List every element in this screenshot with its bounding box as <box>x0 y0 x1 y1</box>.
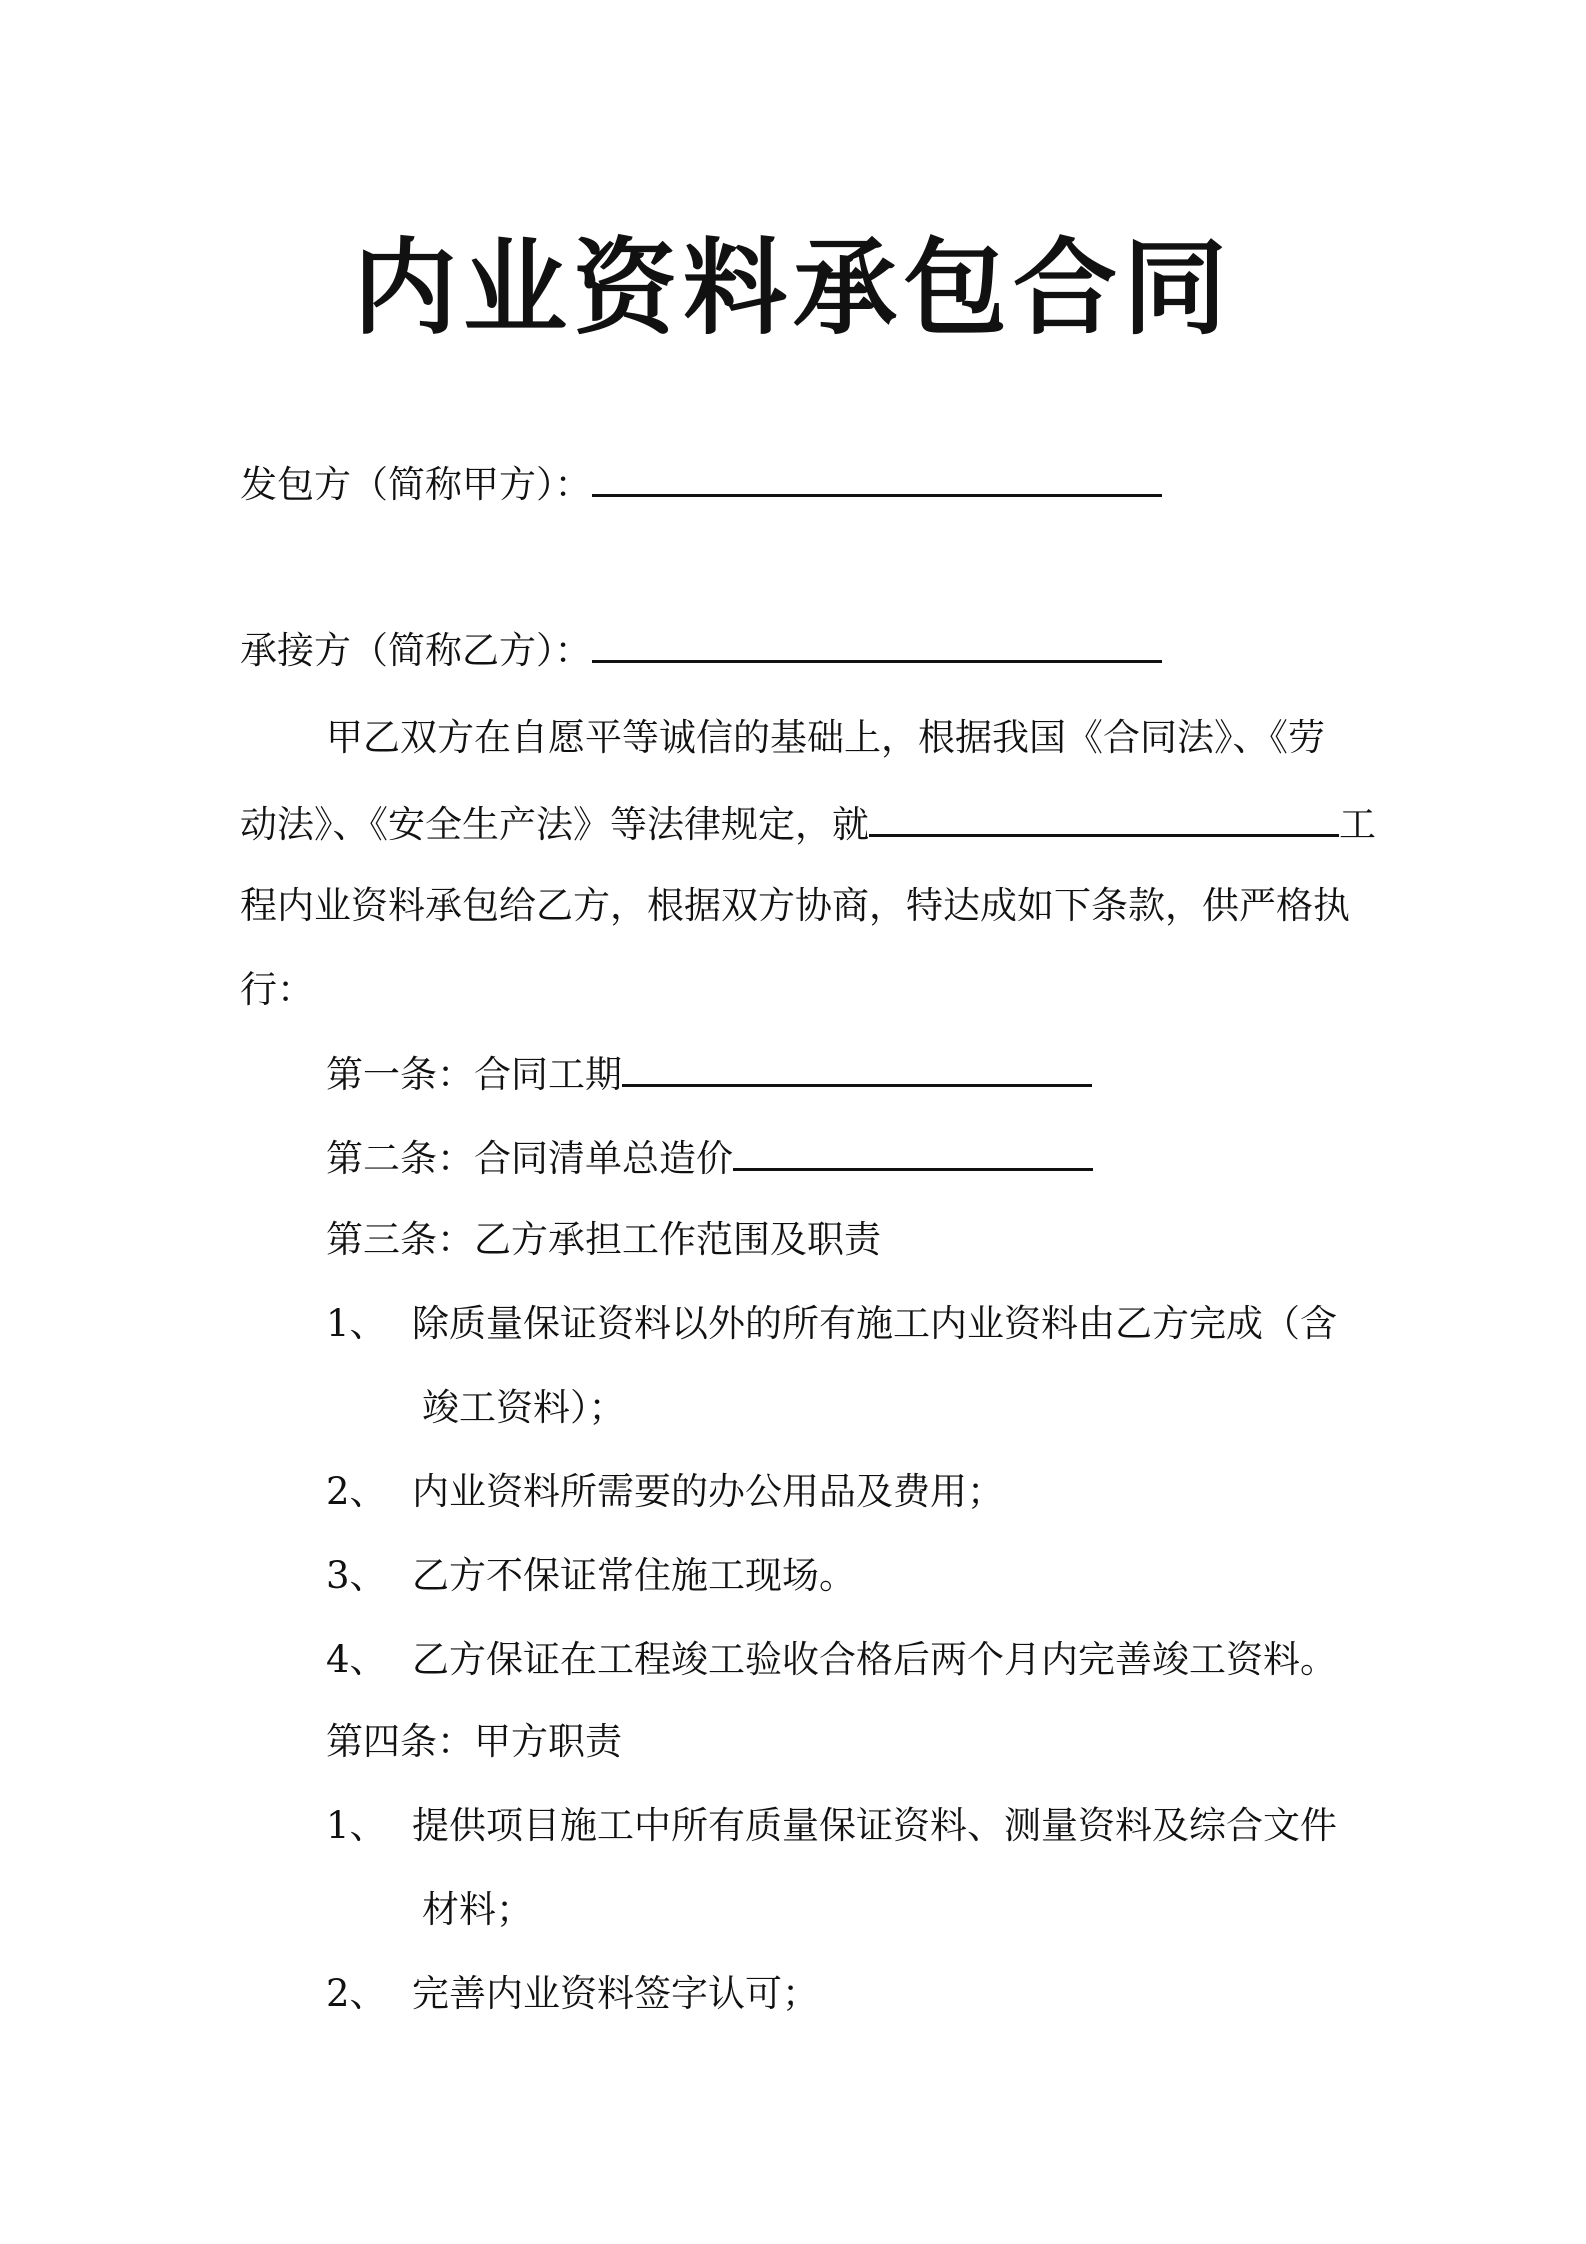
item-number: 1、 <box>326 1302 387 1345</box>
item-number: 3、 <box>326 1554 387 1597</box>
item-text: 乙方不保证常住施工现场。 <box>412 1554 856 1597</box>
item-number: 2、 <box>326 1470 387 1513</box>
preamble-line-1: 甲乙双方在自愿平等诚信的基础上，根据我国《合同法》、《劳 <box>326 716 1325 759</box>
party-a-line <box>240 456 1162 511</box>
article-1 <box>326 1046 1092 1101</box>
party-a-label: 发包方（简称甲方）： <box>240 463 592 506</box>
article-4-item-1 <box>326 1800 1337 1852</box>
article-1-label: 第一条：合同工期 <box>326 1053 622 1096</box>
project-name-blank[interactable] <box>869 796 1339 837</box>
item-text: 内业资料所需要的办公用品及费用； <box>412 1470 1004 1513</box>
article-3-heading: 第三条：乙方承担工作范围及职责 <box>326 1218 881 1261</box>
preamble-line-2 <box>240 796 1376 851</box>
item-number: 4、 <box>326 1638 387 1681</box>
article-4-item-2 <box>326 1968 819 2020</box>
article-3-item-4 <box>326 1634 1337 1686</box>
item-text: 提供项目施工中所有质量保证资料、测量资料及综合文件 <box>412 1804 1337 1847</box>
contract-period-blank[interactable] <box>622 1046 1092 1087</box>
preamble-line-4: 行： <box>240 968 314 1011</box>
party-b-line <box>240 622 1162 677</box>
item-number: 2、 <box>326 1972 387 2015</box>
article-3-item-3 <box>326 1550 856 1602</box>
article-2 <box>326 1130 1093 1185</box>
article-3-item-1-cont: 竣工资料）； <box>422 1386 626 1429</box>
total-price-blank[interactable] <box>733 1130 1093 1171</box>
party-b-label: 承接方（简称乙方）： <box>240 629 592 672</box>
article-2-label: 第二条：合同清单总造价 <box>326 1137 733 1180</box>
item-text: 乙方保证在工程竣工验收合格后两个月内完善竣工资料。 <box>412 1638 1337 1681</box>
preamble-line-2-end: 工 <box>1339 803 1376 846</box>
article-4-item-1-cont: 材料； <box>422 1888 533 1931</box>
preamble-line-2-text: 动法》、《安全生产法》等法律规定，就 <box>240 803 869 846</box>
article-3-item-1 <box>326 1298 1337 1350</box>
item-text: 除质量保证资料以外的所有施工内业资料由乙方完成（含 <box>412 1302 1337 1345</box>
item-text: 完善内业资料签字认可； <box>412 1972 819 2015</box>
party-a-blank[interactable] <box>592 456 1162 497</box>
preamble-line-3: 程内业资料承包给乙方，根据双方协商，特达成如下条款，供严格执 <box>240 884 1350 927</box>
party-b-blank[interactable] <box>592 622 1162 663</box>
document-title: 内业资料承包合同 <box>352 226 1233 349</box>
article-3-item-2 <box>326 1466 1004 1518</box>
item-number: 1、 <box>326 1804 387 1847</box>
article-4-heading: 第四条：甲方职责 <box>326 1720 622 1763</box>
